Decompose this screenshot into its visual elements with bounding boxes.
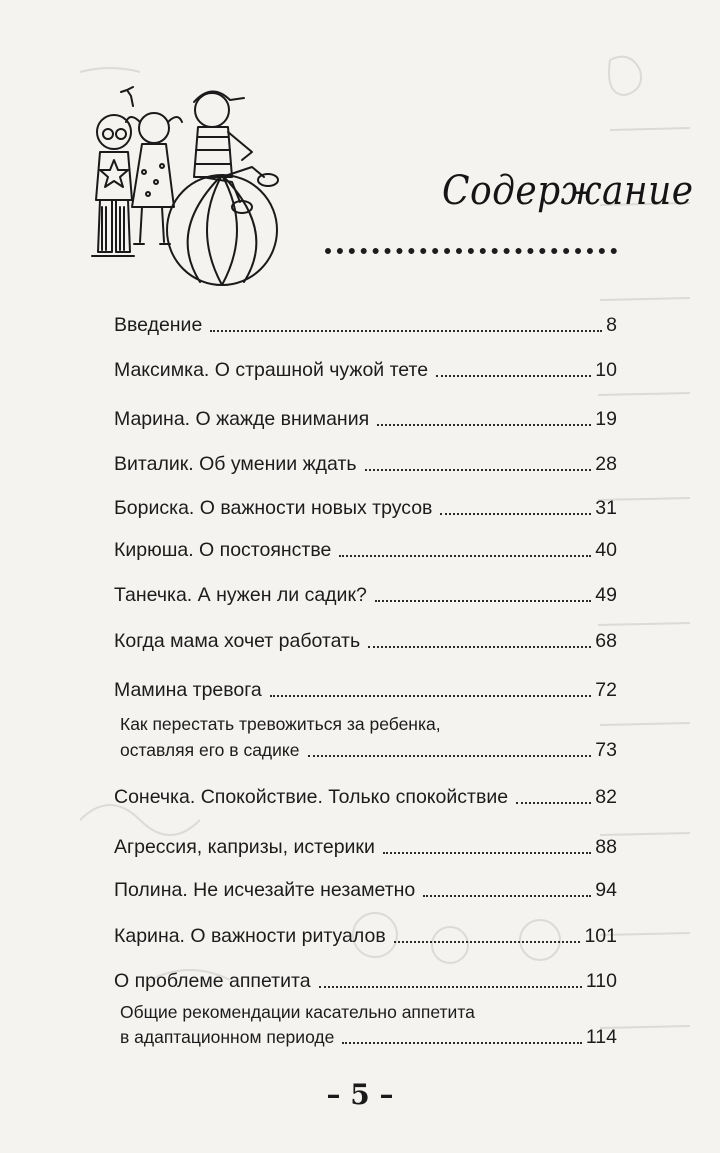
page-title: Содержание bbox=[442, 168, 694, 214]
toc-entry-label: Полина. Не исчезайте незаметно bbox=[114, 879, 416, 901]
toc-entry-page: 73 bbox=[595, 739, 617, 761]
toc-subentry bbox=[120, 735, 617, 765]
toc-entry-page: 72 bbox=[595, 679, 617, 701]
toc-entry-label: Кирюша. О постоянстве bbox=[114, 539, 332, 561]
dot-leader bbox=[377, 424, 591, 426]
toc-entry-page: 101 bbox=[584, 925, 617, 947]
toc-entry-label: Максимка. О страшной чужой тете bbox=[114, 359, 429, 381]
toc-entry-label: Виталик. Об умении ждать bbox=[114, 453, 357, 475]
toc-entry bbox=[114, 580, 617, 610]
toc-subentry-label-line1: Общие рекомендации касательно аппетита bbox=[120, 1002, 475, 1022]
toc-entry-label: Когда мама хочет работать bbox=[114, 630, 361, 652]
dot-leader bbox=[342, 1042, 582, 1044]
toc-entry-label: Бориска. О важности новых трусов bbox=[114, 497, 433, 519]
toc-entry-page: 82 bbox=[595, 786, 617, 808]
dot-leader bbox=[339, 555, 591, 557]
toc-entry bbox=[114, 310, 617, 340]
dot-leader bbox=[210, 330, 602, 332]
toc-entry bbox=[114, 404, 617, 434]
toc-entry-page: 28 bbox=[595, 453, 617, 475]
dot-leader bbox=[270, 695, 592, 697]
toc-subentry bbox=[120, 1022, 617, 1052]
dot-leader bbox=[319, 986, 582, 988]
toc-entry bbox=[114, 921, 617, 951]
toc-entry-label: Марина. О жажде внимания bbox=[114, 408, 370, 430]
children-with-ball-illustration bbox=[82, 82, 312, 287]
dot-leader bbox=[383, 852, 591, 854]
toc-entry-page: 31 bbox=[595, 497, 617, 519]
toc-entry-label: Мамина тревога bbox=[114, 679, 262, 701]
dot-leader bbox=[368, 646, 591, 648]
title-dotted-rule bbox=[325, 248, 617, 254]
toc-entry-label: Карина. О важности ритуалов bbox=[114, 925, 386, 947]
toc-entry-page: 114 bbox=[585, 1026, 617, 1048]
dot-leader bbox=[423, 895, 591, 897]
toc-entry-page: 8 bbox=[606, 314, 617, 336]
toc-entry-page: 94 bbox=[595, 879, 617, 901]
dot-leader bbox=[394, 941, 581, 943]
toc-entry bbox=[114, 493, 617, 523]
toc-entry bbox=[114, 355, 617, 385]
toc-subentry-label-line1: Как перестать тревожиться за ребенка, bbox=[120, 714, 441, 734]
toc-entry bbox=[114, 782, 617, 812]
toc-entry bbox=[114, 626, 617, 656]
toc-entry-label: Танечка. А нужен ли садик? bbox=[114, 584, 367, 606]
toc-entry bbox=[114, 875, 617, 905]
toc-entry-label: Агрессия, капризы, истерики bbox=[114, 836, 375, 858]
dot-leader bbox=[365, 469, 592, 471]
toc-entry bbox=[114, 535, 617, 565]
toc-entry bbox=[114, 675, 617, 705]
toc-entry-page: 68 bbox=[595, 630, 617, 652]
toc-entry bbox=[114, 966, 617, 996]
dot-leader bbox=[436, 375, 591, 377]
toc-entry-label: О проблеме аппетита bbox=[114, 970, 311, 992]
toc-entry-page: 40 bbox=[595, 539, 617, 561]
toc-entry-page: 110 bbox=[585, 970, 617, 992]
toc-entry bbox=[114, 832, 617, 862]
toc-entry-page: 10 bbox=[595, 359, 617, 381]
toc-entry-page: 49 bbox=[595, 584, 617, 606]
toc-subentry-label-line2: оставляя его в садике bbox=[120, 740, 300, 760]
dot-leader bbox=[375, 600, 591, 602]
page-number: – 5 – bbox=[326, 1078, 394, 1111]
dot-leader bbox=[308, 755, 592, 757]
toc-entry-label: Введение bbox=[114, 314, 203, 336]
toc-entry-page: 19 bbox=[595, 408, 617, 430]
toc-entry bbox=[114, 449, 617, 479]
dot-leader bbox=[440, 513, 591, 515]
toc-subentry-label-line2: в адаптационном периоде bbox=[120, 1027, 335, 1047]
dot-leader bbox=[516, 802, 591, 804]
toc-entry-page: 88 bbox=[595, 836, 617, 858]
toc-entry-label: Сонечка. Спокойствие. Только спокойствие bbox=[114, 786, 509, 808]
